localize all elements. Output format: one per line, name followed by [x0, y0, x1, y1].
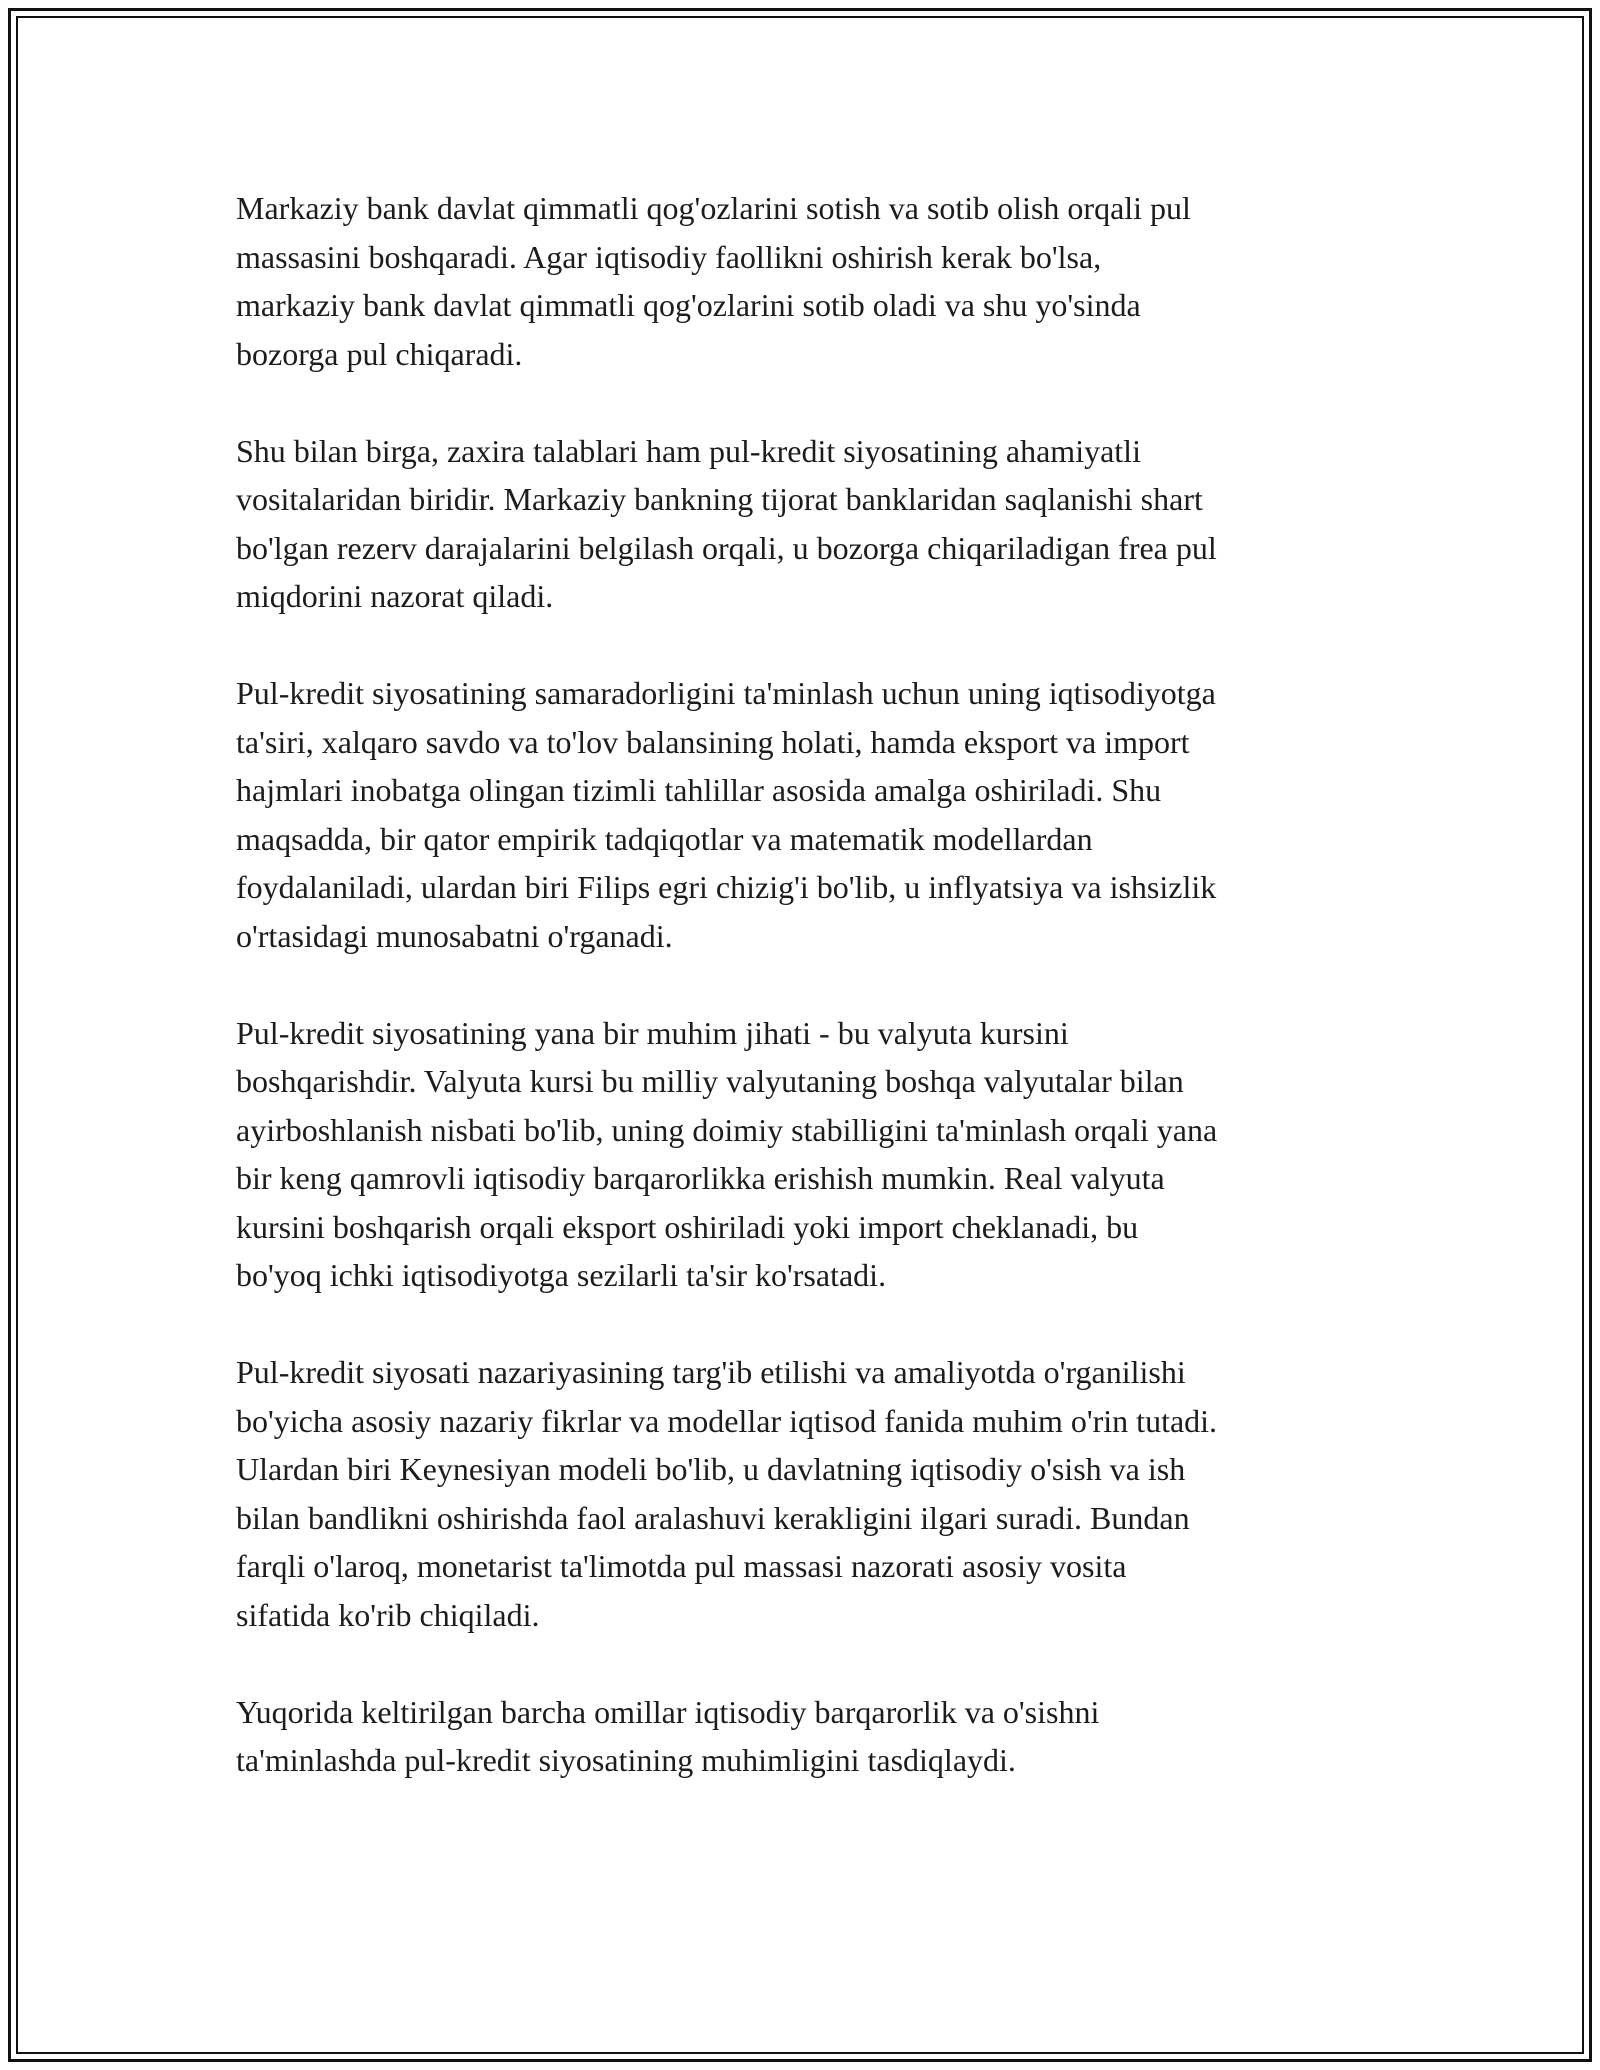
paragraph-2 [236, 427, 1386, 621]
text-line: miqdorini nazorat qiladi. [236, 578, 554, 614]
text-line: Pul-kredit siyosati nazariyasining targ'ib etilishi va amaliyotda o'rganilishi [236, 1354, 1186, 1390]
paragraph-4 [236, 1009, 1386, 1300]
text-line: ayirboshlanish nisbati bo'lib, uning doimiy stabilligini ta'minlash orqali yana [236, 1111, 1218, 1148]
text-line: bir keng qamrovli iqtisodiy barqarorlikka erishish mumkin. Real valyuta [236, 1160, 1165, 1196]
text-line: ta'minlashda pul-kredit siyosatining muhimligini tasdiqlaydi. [236, 1742, 1016, 1778]
text-line: Yuqorida keltirilgan barcha omillar iqtisodiy barqarorlik va o'sishni [236, 1693, 1100, 1730]
text-line: hajmlari inobatga olingan tizimli tahlillar asosida amalga oshiriladi. Shu [236, 772, 1162, 808]
paragraph-1 [236, 184, 1386, 378]
text-line: Pul-kredit siyosatining yana bir muhim jihati - bu valyuta kursini [236, 1014, 1069, 1051]
text-line: bozorga pul chiqaradi. [236, 335, 523, 372]
text-line: Pul-kredit siyosatining samaradorligini ta'minlash uchun uning iqtisodiyotga [236, 675, 1216, 711]
document-body [236, 184, 1386, 1833]
text-line: foydalaniladi, ulardan biri Filips egri chizig'i bo'lib, u inflyatsiya va ishsizlik [236, 869, 1217, 905]
text-line: bo'lgan rezerv darajalarini belgilash orqali, u bozorga chiqariladigan frea pul [236, 529, 1217, 566]
paragraph-5 [236, 1348, 1386, 1639]
text-line: o'rtasidagi munosabatni o'rganadi. [236, 917, 673, 954]
text-line: Shu bilan birga, zaxira talablari ham pul-kredit siyosatining ahamiyatli [236, 432, 1141, 469]
text-line: bo'yoq ichki iqtisodiyotga sezilarli ta'sir ko'rsatadi. [236, 1257, 887, 1293]
text-line: farqli o'laroq, monetarist ta'limotda pul massasi nazorati asosiy vosita [236, 1548, 1127, 1584]
text-line: massasini boshqaradi. Agar iqtisodiy faollikni oshirish kerak bo'lsa, [236, 238, 1102, 275]
text-line: Ulardan biri Keynesiyan modeli bo'lib, u davlatning iqtisodiy o'sish va ish [236, 1451, 1186, 1487]
text-line: sifatida ko'rib chiqiladi. [236, 1596, 540, 1633]
paragraph-6 [236, 1688, 1386, 1785]
text-line: markaziy bank davlat qimmatli qog'ozlarini sotib oladi va shu yo'sinda [236, 287, 1141, 323]
text-line: ta'siri, xalqaro savdo va to'lov balansining holati, hamda eksport va import [236, 723, 1190, 760]
text-line: bo'yicha asosiy nazariy fikrlar va modellar iqtisod fanida muhim o'rin tutadi. [236, 1402, 1218, 1439]
text-line: vositalaridan biridir. Markaziy bankning tijorat banklaridan saqlanishi shart [236, 481, 1203, 517]
paragraph-3 [236, 669, 1386, 960]
text-line: kursini boshqarish orqali eksport oshiriladi yoki import cheklanadi, bu [236, 1208, 1139, 1245]
text-line: bilan bandlikni oshirishda faol aralashuvi kerakligini ilgari suradi. Bundan [236, 1499, 1190, 1536]
text-line: maqsadda, bir qator empirik tadqiqotlar va matematik modellardan [236, 820, 1093, 857]
text-line: Markaziy bank davlat qimmatli qog'ozlarini sotish va sotib olish orqali pul [236, 190, 1191, 226]
text-line: boshqarishdir. Valyuta kursi bu milliy valyutaning boshqa valyutalar bilan [236, 1063, 1184, 1099]
